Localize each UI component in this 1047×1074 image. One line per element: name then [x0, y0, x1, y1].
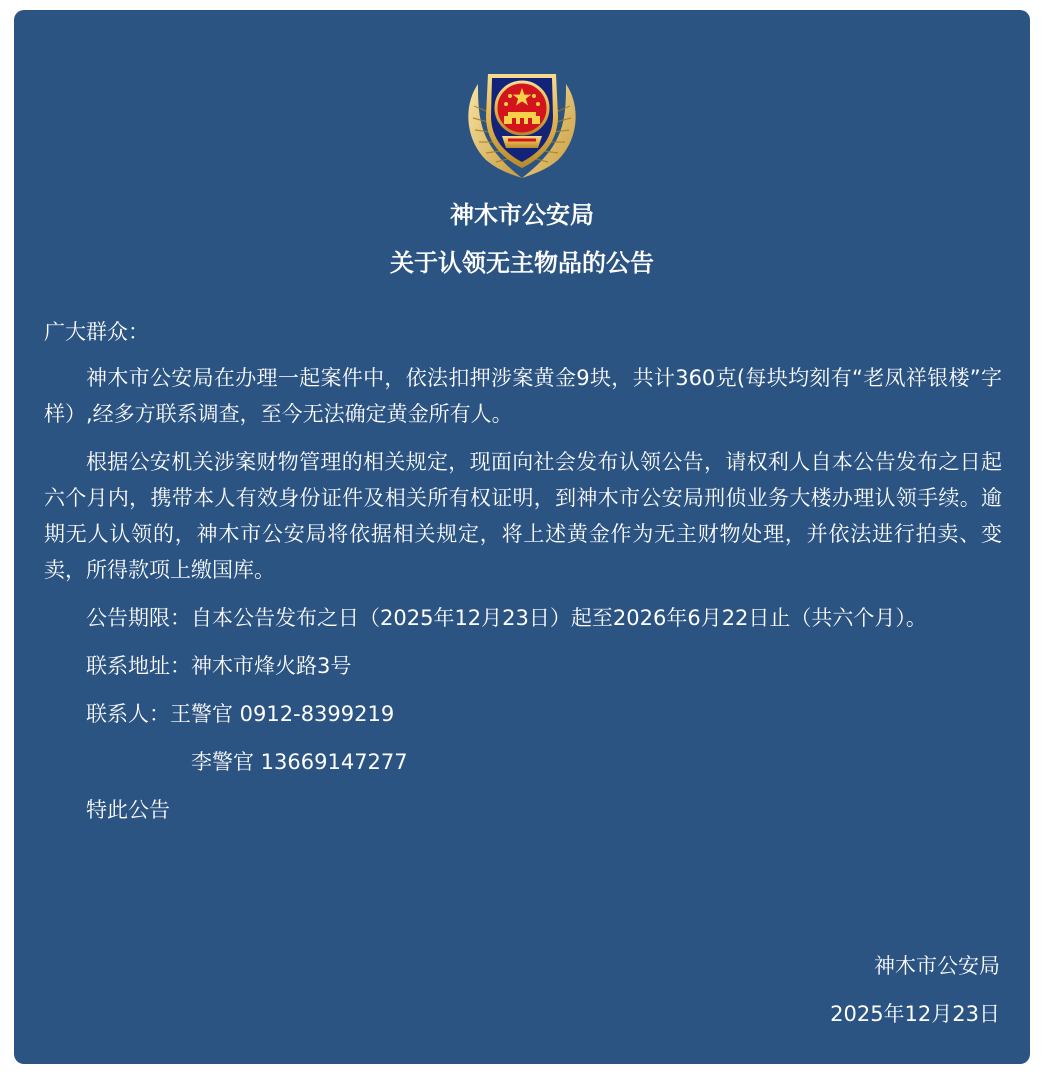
notice-body	[44, 314, 1002, 840]
closing-text: 特此公告	[86, 798, 170, 822]
agency-title: 神木市公安局	[450, 201, 594, 229]
contact-address: 联系地址：神木市烽火路3号	[86, 654, 352, 678]
paragraph-case: 神木市公安局在办理一起案件中，依法扣押涉案黄金9块，共计360克(每块均刻有“老凤祥银楼”字样）,经多方联系调查，至今无法确定黄金所有人。	[44, 366, 1002, 426]
contact-person-2: 李警官 13669147277	[191, 750, 408, 774]
signature-agency: 神木市公安局	[874, 954, 1000, 978]
contact-person-1: 联系人：王警官 0912-8399219	[86, 702, 395, 726]
salutation: 广大群众：	[44, 320, 149, 344]
notice-title: 关于认领无主物品的公告	[390, 249, 654, 277]
paragraph-claim: 根据公安机关涉案财物管理的相关规定，现面向社会发布认领公告，请权利人自本公告发布之日起六个月内，携带本人有效身份证件及相关所有权证明，到神木市公安局刑侦业务大楼办理认领手续。逾期无人认领的，神木市公安局将依据相关规定，将上述黄金作为无主财物处理，并依法进行拍卖、变卖，所得款项上缴国库。	[44, 450, 1002, 582]
paragraph-period: 公告期限：自本公告发布之日（2025年12月23日）起至2026年6月22日止（共六个月）。	[86, 606, 927, 630]
signature-date: 2025年12月23日	[830, 1002, 1000, 1026]
notice-card	[14, 10, 1030, 1064]
police-emblem-icon	[458, 56, 586, 184]
